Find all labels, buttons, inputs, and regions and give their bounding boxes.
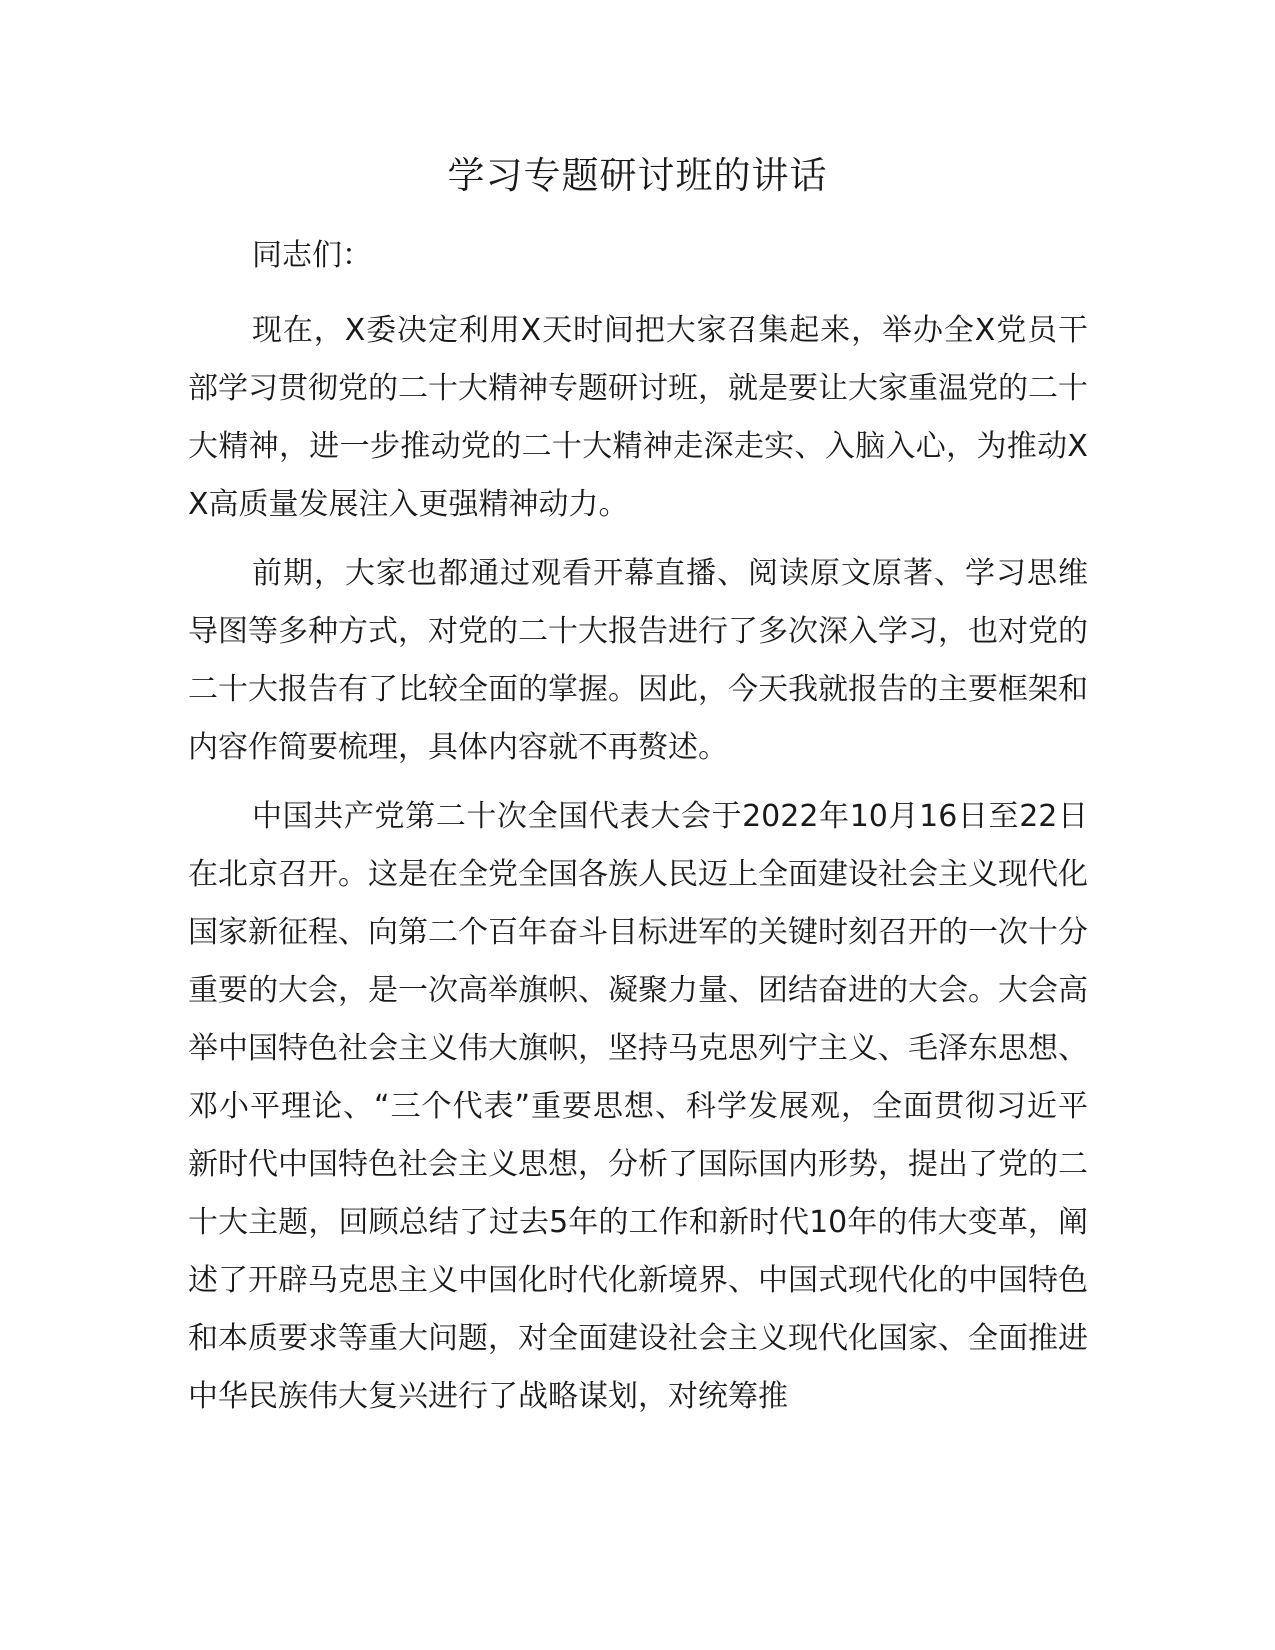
paragraph-2: 前期，大家也都通过观看开幕直播、阅读原文原著、学习思维导图等多种方式，对党的二十大报告进行了多次深入学习，也对党的二十大报告有了比较全面的掌握。因此，今天我就报告的主要框架和内容作简要梳理，具体内容就不再赘述。 bbox=[188, 556, 1088, 765]
paragraph-1: 现在，X委决定利用X天时间把大家召集起来，举办全X党员干部学习贯彻党的二十大精神专题研讨班，就是要让大家重温党的二十大精神，进一步推动党的二十大精神走深走实、入脑入心，为推动XX高质量发展注入更强精神动力。 bbox=[188, 313, 1088, 522]
document-body bbox=[188, 227, 1088, 1437]
document-title: 学习专题研讨班的讲话 bbox=[447, 154, 828, 197]
paragraph-3: 中国共产党第二十次全国代表大会于2022年10月16日至22日在北京召开。这是在全党全国各族人民迈上全面建设社会主义现代化国家新征程、向第二个百年奋斗目标进军的关键时刻召开的一次十分重要的大会，是一次高举旗帜、凝聚力量、团结奋进的大会。大会高举中国特色社会主义伟大旗帜，坚持马克思列宁主义、毛泽东思想、邓小平理论、“三个代表”重要思想、科学发展观，全面贯彻习近平新时代中国特色社会主义思想，分析了国际国内形势，提出了党的二十大主题，回顾总结了过去5年的工作和新时代10年的伟大变革，阐述了开辟马克思主义中国化时代化新境界、中国式现代化的中国特色和本质要求等重大问题，对全面建设社会主义现代化国家、全面推进中华民族伟大复兴进行了战略谋划，对统筹推 bbox=[188, 799, 1088, 1414]
salutation: 同志们： bbox=[252, 238, 372, 273]
